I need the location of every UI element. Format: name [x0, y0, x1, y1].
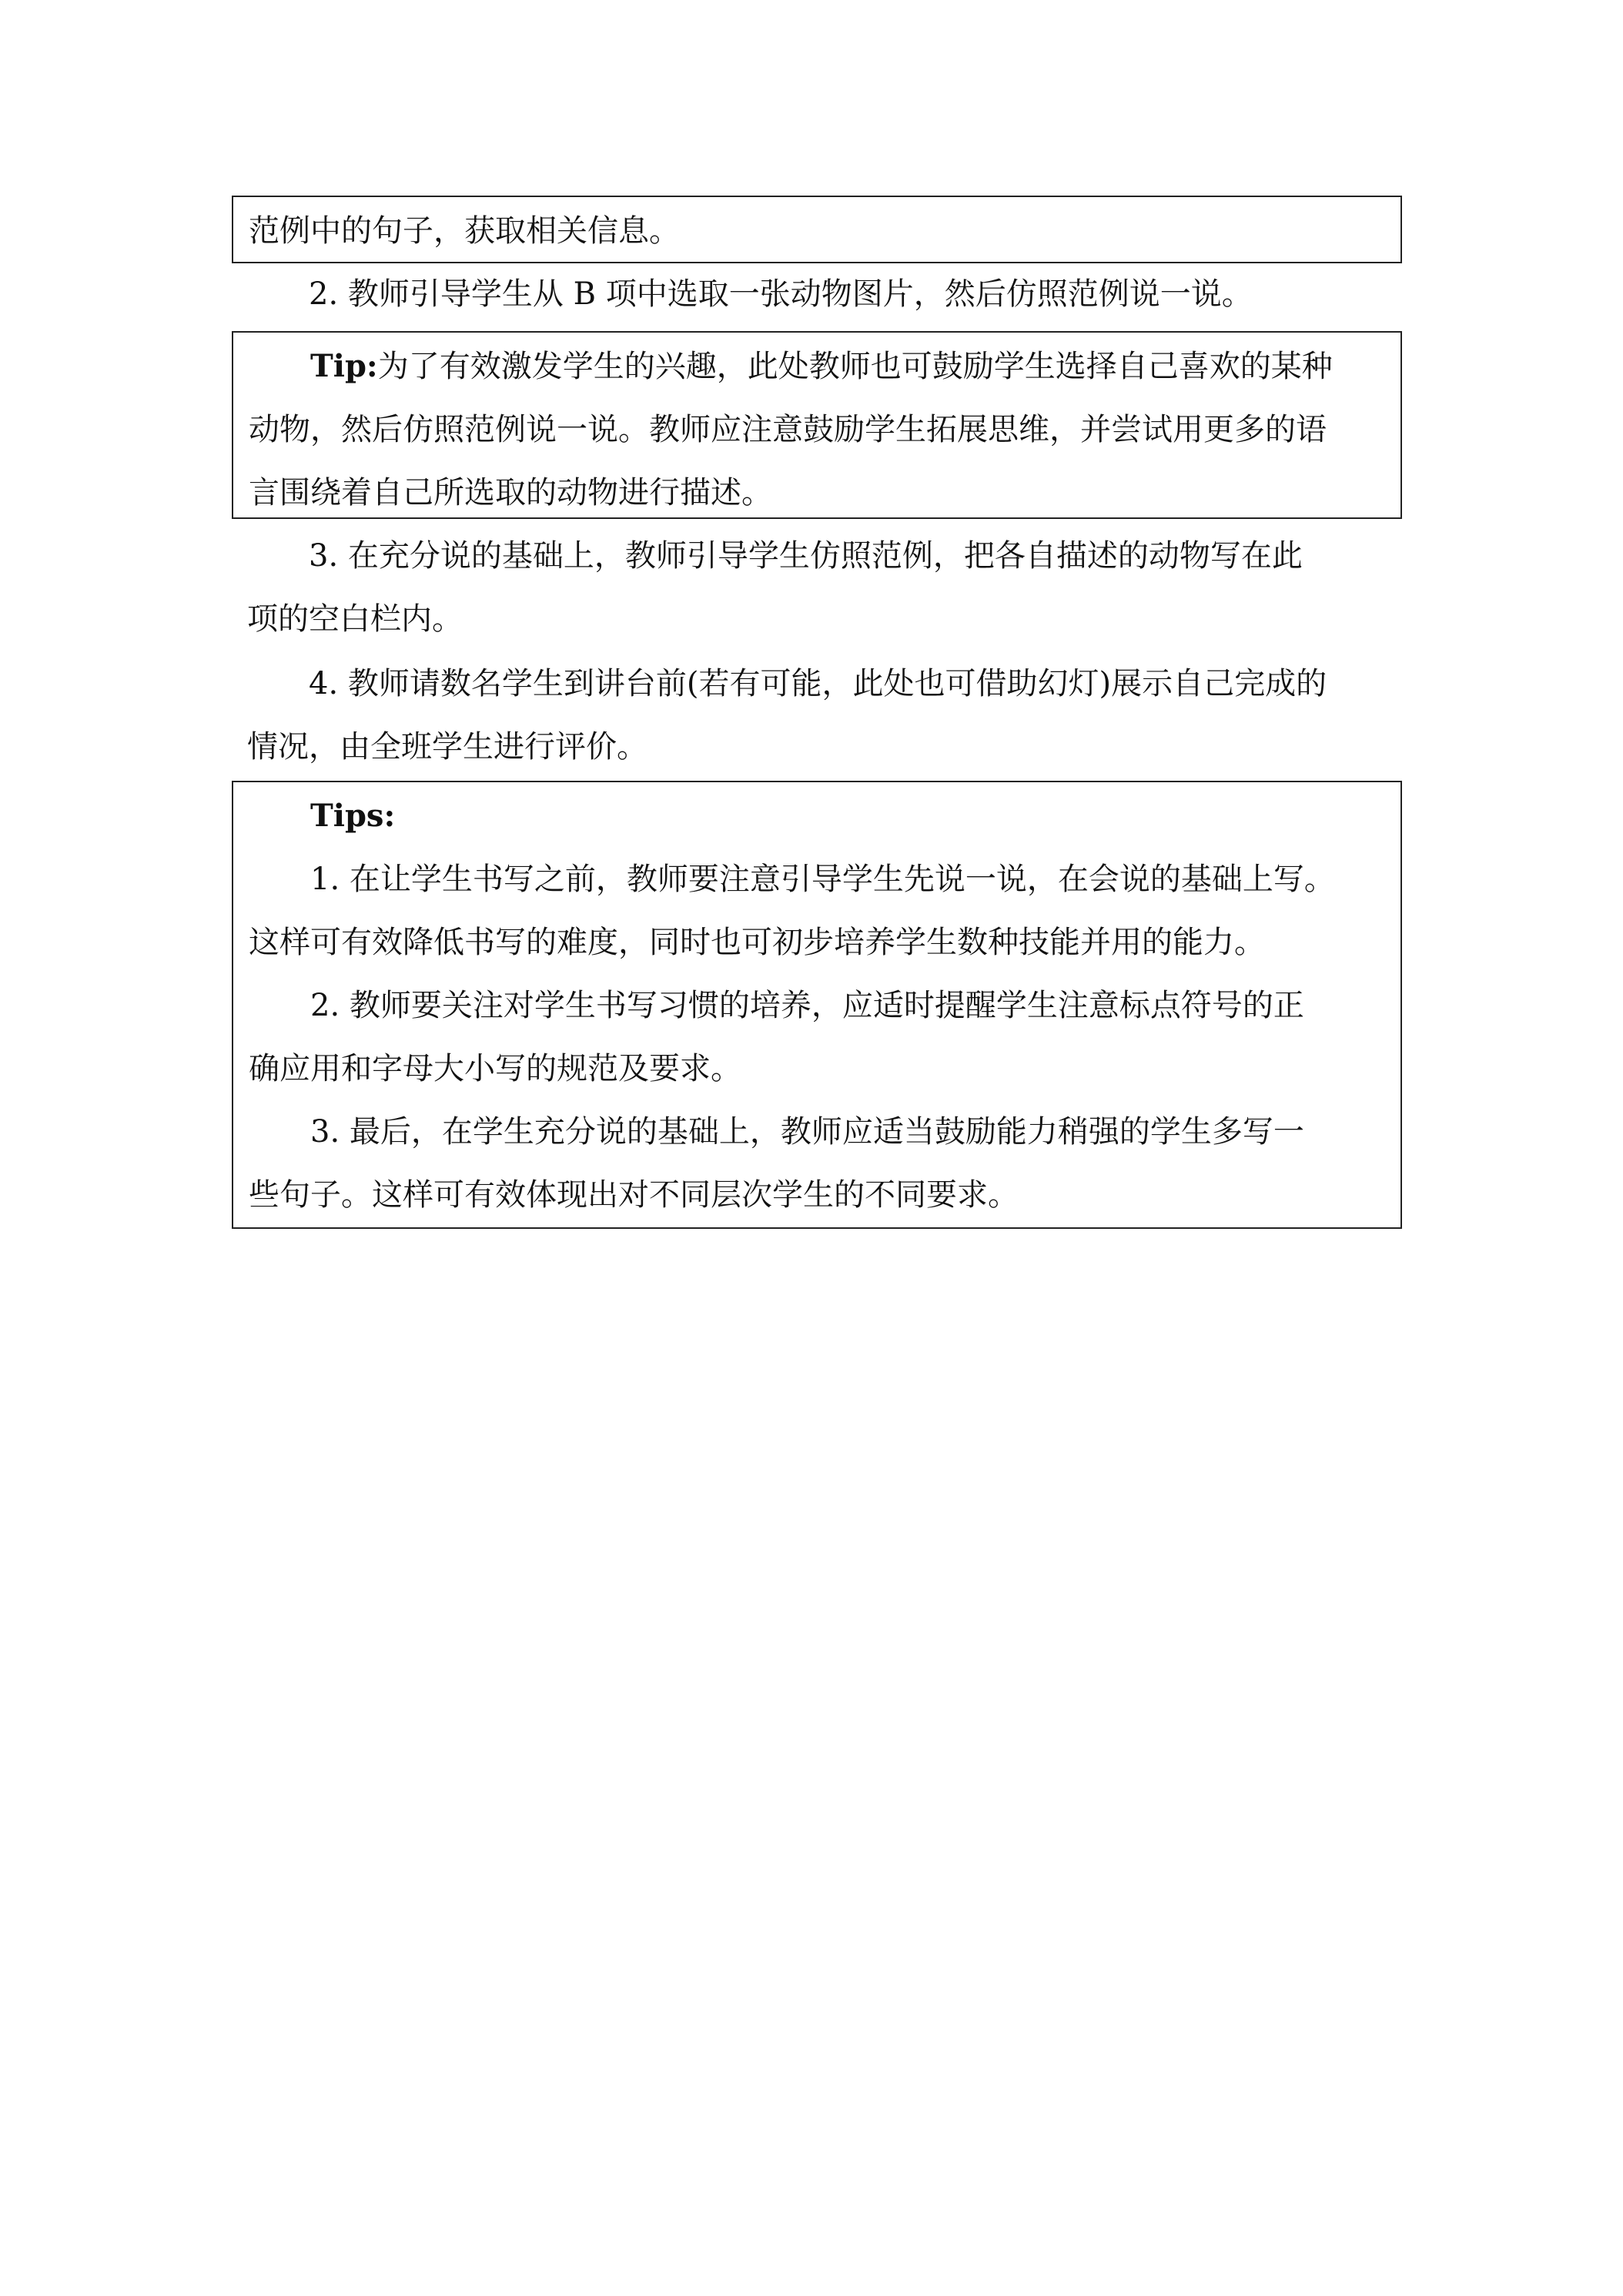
tips-item-3-line-2: 些句子。这样可有效体现出对不同层次学生的不同要求。: [249, 1177, 1019, 1213]
tip-line-3: 言围绕着自己所选取的动物进行描述。: [249, 475, 772, 510]
step-4-line-1: 4. 教师请数名学生到讲台前(若有可能，此处也可借助幻灯)展示自己完成的: [309, 666, 1327, 701]
tips-item-3-line-1: 3. 最后，在学生充分说的基础上，教师应适当鼓励能力稍强的学生多写一: [310, 1114, 1304, 1150]
tips-item-2-line-2: 确应用和字母大小写的规范及要求。: [249, 1051, 741, 1086]
step-3-line-1: 3. 在充分说的基础上，教师引导学生仿照范例，把各自描述的动物写在此: [309, 538, 1303, 574]
tips-item-1-line-2: 这样可有效降低书写的难度，同时也可初步培养学生数种技能并用的能力。: [249, 925, 1265, 960]
step-4-line-2: 情况，由全班学生进行评价。: [247, 729, 648, 765]
step-2-line-1: 2. 教师引导学生从 B 项中选取一张动物图片，然后仿照范例说一说。: [309, 276, 1253, 312]
tips-item-2-line-1: 2. 教师要关注对学生书写习惯的培养，应适时提醒学生注意标点符号的正: [310, 988, 1304, 1023]
tip-label: Tip:: [310, 348, 378, 384]
step-3-paragraph: [232, 530, 1402, 645]
tip-line-1: [249, 340, 1385, 393]
document-page: [232, 196, 1402, 1229]
tip-line-1-text: 为了有效激发学生的兴趣，此处教师也可鼓励学生选择自己喜欢的某种: [377, 349, 1333, 384]
tips-item-1-line-1: 1. 在让学生书写之前，教师要注意引导学生先说一说，在会说的基础上写。: [310, 862, 1335, 897]
continued-text-box: [232, 196, 1402, 263]
tips-box: [232, 781, 1402, 1229]
step-3-line-2: 项的空白栏内。: [247, 601, 463, 637]
continued-text-line: 范例中的句子，获取相关信息。: [249, 213, 680, 249]
step-2-paragraph: [232, 268, 1402, 331]
tip-line-2: 动物，然后仿照范例说一说。教师应注意鼓励学生拓展思维，并尝试用更多的语: [249, 412, 1327, 447]
tips-label: Tips:: [310, 798, 396, 834]
tip-box: [232, 331, 1402, 519]
step-4-paragraph: [232, 658, 1402, 773]
